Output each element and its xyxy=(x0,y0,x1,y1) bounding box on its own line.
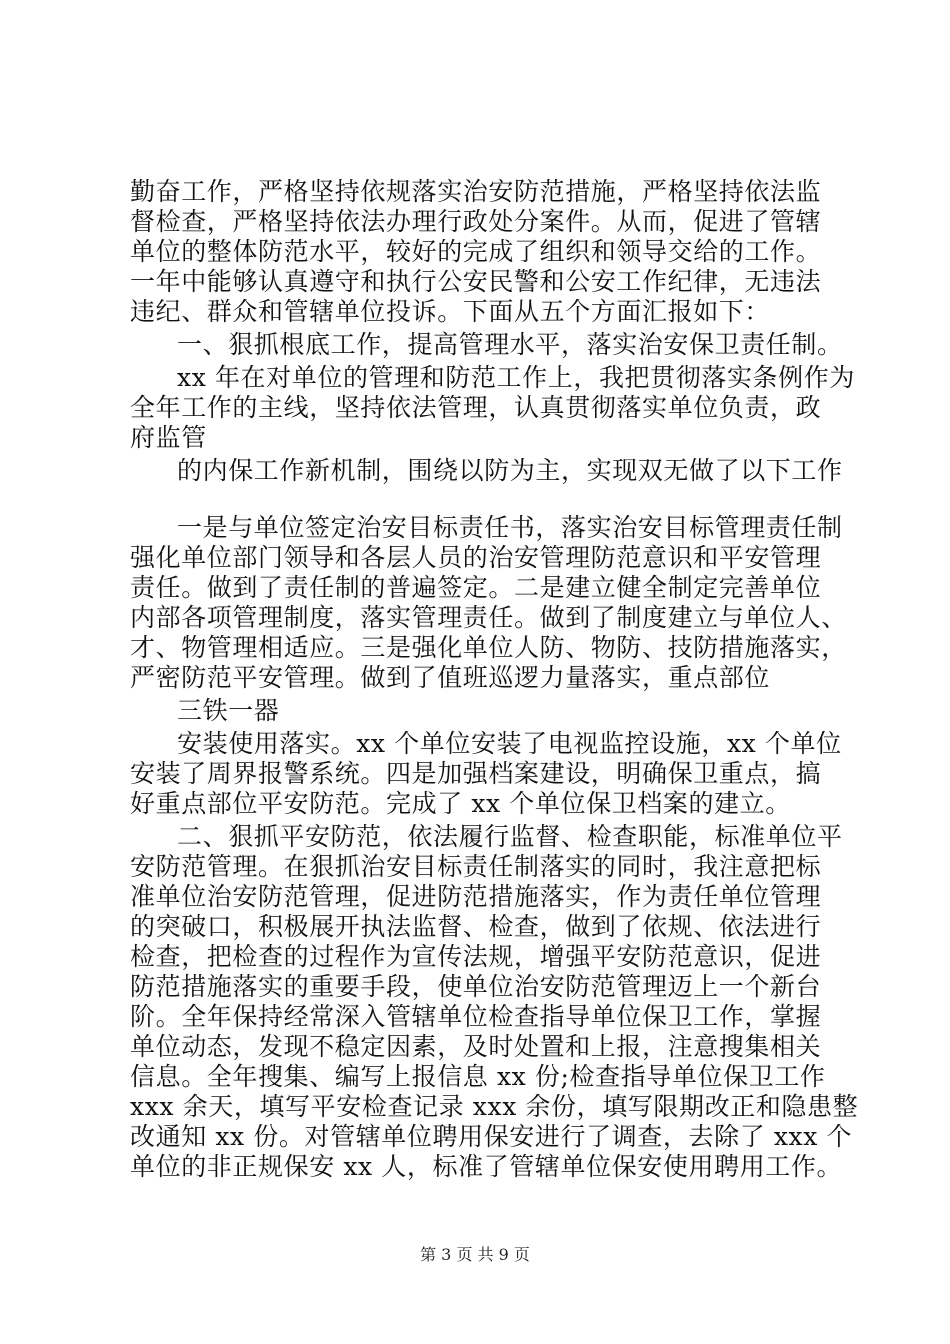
body-line-17: 三铁一器 xyxy=(177,696,280,725)
body-line-14: 内部各项管理制度，落实管理责任。做到了制度建立与单位人、 xyxy=(130,603,847,632)
body-line-12: 强化单位部门领导和各层人员的治安管理防范意识和平安管理 xyxy=(130,543,822,572)
body-line-2: 督检查，严格坚持依法办理行政处分案件。从而，促进了管辖 xyxy=(130,207,822,236)
body-line-5: 违纪、群众和管辖单位投诉。下面从五个方面汇报如下： xyxy=(130,297,771,326)
body-line-1: 勤奋工作，严格坚持依规落实治安防范措施，严格坚持依法监 xyxy=(130,177,822,206)
body-line-4: 一年中能够认真遵守和执行公安民警和公安工作纪律，无违法 xyxy=(130,267,822,296)
body-line-23: 准单位治安防范管理，促进防范措施落实，作为责任单位管理 xyxy=(130,882,822,911)
body-line-11: 一是与单位签定治安目标责任书，落实治安目标管理责任制 xyxy=(177,513,843,542)
body-line-7: xx 年在对单位的管理和防范工作上，我把贯彻落实条例作为 xyxy=(177,363,855,392)
body-line-19: 安装了周界报警系统。四是加强档案建设，明确保卫重点，搞 xyxy=(130,759,822,788)
body-line-32: 单位的非正规保安 xx 人，标准了管辖单位保安使用聘用工作。 xyxy=(130,1152,843,1181)
body-line-9: 府监管 xyxy=(130,423,207,452)
body-line-22: 安防范管理。在狠抓治安目标责任制落实的同时，我注意把标 xyxy=(130,852,822,881)
body-line-31: 改通知 xx 份。对管辖单位聘用保安进行了调查，去除了 xxx 个 xyxy=(130,1122,853,1151)
section-heading-2: 二、狠抓平安防范，依法履行监督、检查职能，标准单位平 xyxy=(177,822,843,851)
body-line-26: 防范措施落实的重要手段，使单位治安防范管理迈上一个新台 xyxy=(130,972,822,1001)
body-line-27: 阶。全年保持经常深入管辖单位检查指导单位保卫工作，掌握 xyxy=(130,1002,822,1031)
section-heading-1: 一、狠抓根底工作，提高管理水平，落实治安保卫责任制。 xyxy=(177,330,843,359)
body-line-28: 单位动态，发现不稳定因素，及时处置和上报，注意搜集相关 xyxy=(130,1032,822,1061)
body-line-18: 安装使用落实。xx 个单位安装了电视监控设施，xx 个单位 xyxy=(177,729,842,758)
body-line-24: 的突破口，积极展开执法监督、检查，做到了依规、依法进行 xyxy=(130,912,822,941)
body-line-30: xxx 余天，填写平安检查记录 xxx 余份，填写限期改正和隐患整 xyxy=(130,1092,859,1121)
page-number-footer: 第 3 页 共 9 页 xyxy=(420,1245,530,1264)
body-line-13: 责任。做到了责任制的普遍签定。二是建立健全制定完善单位 xyxy=(130,573,822,602)
body-line-8: 全年工作的主线，坚持依法管理，认真贯彻落实单位负责，政 xyxy=(130,393,822,422)
body-line-29: 信息。全年搜集、编写上报信息 xx 份;检查指导单位保卫工作 xyxy=(130,1062,826,1091)
body-line-3: 单位的整体防范水平，较好的完成了组织和领导交给的工作。 xyxy=(130,237,822,266)
body-line-10: 的内保工作新机制，围绕以防为主，实现双无做了以下工作 xyxy=(177,456,843,485)
body-line-20: 好重点部位平安防范。完成了 xx 个单位保卫档案的建立。 xyxy=(130,789,791,818)
body-line-15: 才、物管理相适应。三是强化单位人防、物防、技防措施落实， xyxy=(130,633,847,662)
body-line-16: 严密防范平安管理。做到了值班巡逻力量落实，重点部位 xyxy=(130,663,771,692)
body-line-25: 检查，把检查的过程作为宣传法规，增强平安防范意识，促进 xyxy=(130,942,822,971)
